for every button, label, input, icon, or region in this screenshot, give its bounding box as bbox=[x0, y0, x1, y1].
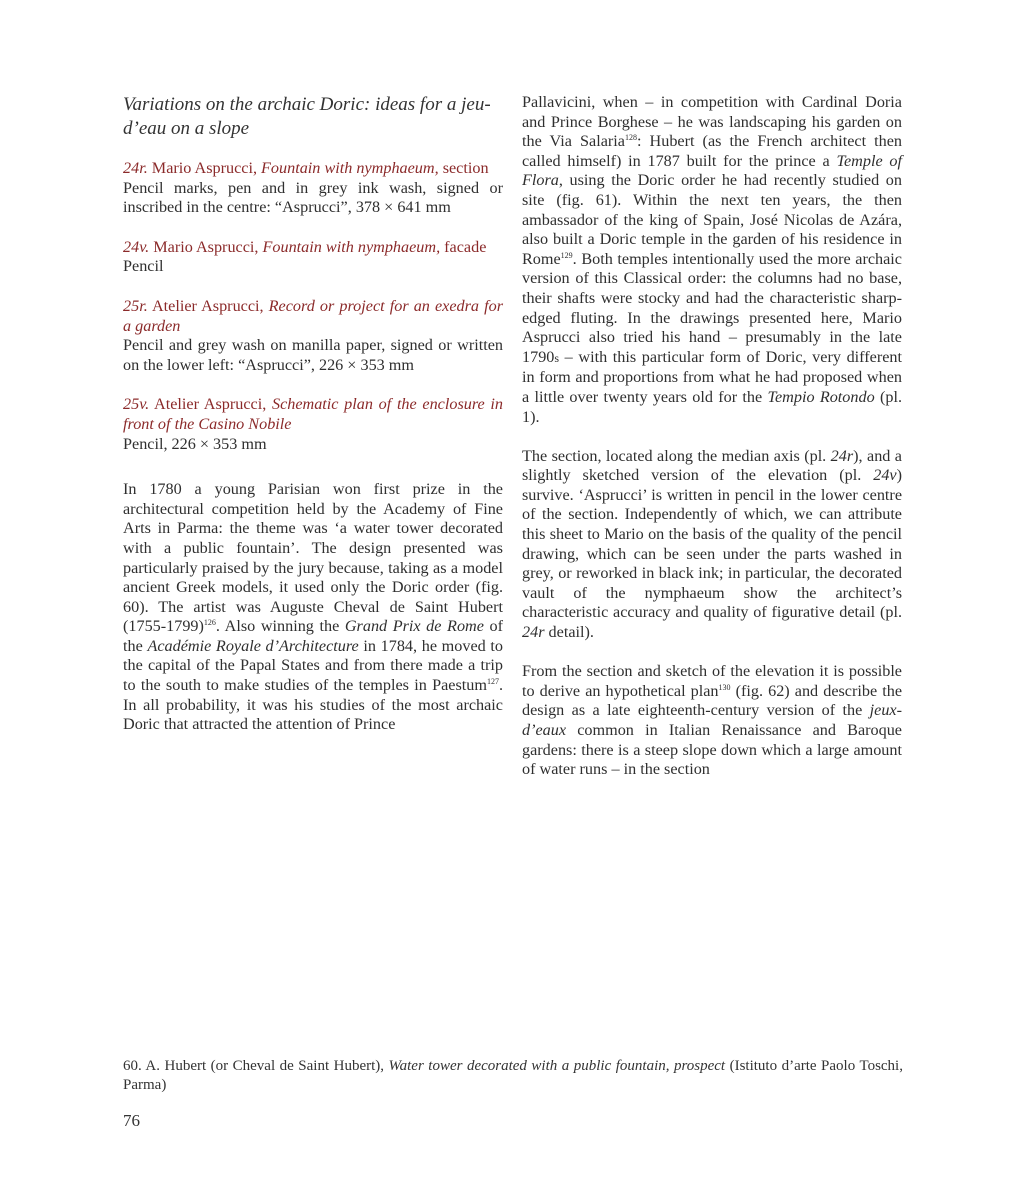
left-column bbox=[123, 93, 503, 754]
catalogue-entry-25r bbox=[123, 297, 503, 375]
footnote-ref: 130 bbox=[718, 682, 731, 692]
catalogue-entry-24v bbox=[123, 238, 503, 277]
entry-description: Pencil and grey wash on manilla paper, signed or written on the lower left: “Asprucci”, 226 × 353 mm bbox=[123, 336, 503, 374]
footnote-ref: 127 bbox=[486, 677, 499, 687]
body-paragraph: Pallavicini, when – in competition with Cardinal Doria and Prince Borghese – he was landscaping his garden on the Via Salaria$^{128}$: Hubert (as the French architect then called himself) in 1787 built for the prince a Temple of Flora, using the Doric order he had recently studied on site (fig. 61). Within the next ten years, the then ambassador of the king of Spain, José Nicolas de Azára, also built a Doric temple in the garden of his residence in Rome$^{129}$. Both temples intentionally used the more archaic version of this Classical order: the columns had no base, their shafts were stocky and had the characteristic sharp-edged fluting. In the drawings presented here, Mario Asprucci also tried his hand – presumably in the late 1790s – with this particular form of Doric, very different in form and proportions from what he had proposed when a little over twenty years old for the Tempio Rotondo (pl. 1). bbox=[522, 93, 903, 426]
entry-description: Pencil marks, pen and in grey ink wash, signed or inscribed in the centre: “Asprucci”, 378 × 641 mm bbox=[123, 178, 503, 217]
right-column bbox=[522, 93, 902, 799]
entry-caption: 24v. Mario Asprucci, Fountain with nymphaeum, facade bbox=[123, 237, 487, 256]
page-number: 76 bbox=[123, 1111, 140, 1130]
entry-description: Pencil bbox=[123, 257, 164, 276]
entry-caption: 25v. Atelier Asprucci, Schematic plan of the enclosure in front of the Casino Nobile bbox=[123, 395, 504, 433]
catalogue-entry-25v bbox=[123, 395, 503, 454]
catalogue-entry-24r bbox=[123, 159, 503, 218]
figure-caption: 60. A. Hubert (or Cheval de Saint Hubert), Water tower decorated with a public fountain, prospect (Istituto d’arte Paolo Toschi, Parma) bbox=[123, 1058, 903, 1093]
footnote-ref: 128 bbox=[624, 133, 637, 143]
entry-description: Pencil, 226 × 353 mm bbox=[123, 434, 267, 453]
entry-caption: 24r. Mario Asprucci, Fountain with nymphaeum, section bbox=[123, 159, 489, 177]
body-paragraph: In 1780 a young Parisian won first prize in the architectural competition held by the Academy of Fine Arts in Parma: the theme was ‘a water tower decorated with a public fountain’. The design presented was particularly praised by the jury because, taking as a model ancient Greek models, it used only the Doric order (fig. 60). The artist was Auguste Cheval de Saint Hubert (1755-1799)$^{126}$. Also winning the Grand Prix de Rome of the Académie Royale d’Architecture in 1784, he moved to the capital of the Papal States and from there made a trip to the south to make studies of the temples in Paestum$^{127}$. In all probability, it was his studies of the most archaic Doric that attracted the attention of Prince bbox=[123, 480, 503, 734]
section-title: Variations on the archaic Doric: ideas for a jeu-d’eau on a slope bbox=[123, 94, 491, 139]
footnote-ref: 129 bbox=[560, 250, 573, 260]
entry-caption: 25r. Atelier Asprucci, Record or project for an exedra for a garden bbox=[123, 296, 504, 335]
body-paragraph: From the section and sketch of the elevation it is possible to derive an hypothetical plan$^{130}$ (fig. 62) and describe the design as a late eighteenth-century version of the jeux-d’eaux common in Italian Renaissance and Baroque gardens: there is a steep slope down which a large amount of water runs – in the section bbox=[522, 662, 903, 779]
footnote-ref: 126 bbox=[203, 618, 216, 628]
body-paragraph: The section, located along the median axis (pl. 24r), and a slightly sketched version of the elevation (pl. 24v) survive. ‘Asprucci’ is written in pencil in the lower centre of the section. Independently of which, we can attribute this sheet to Mario on the basis of the quality of the pencil drawing, which can be seen under the parts washed in grey, or reworked in black ink; in particular, the decorated vault of the nymphaeum show the architect’s characteristic accuracy and quality of figurative detail (pl. 24r detail). bbox=[522, 446, 902, 642]
